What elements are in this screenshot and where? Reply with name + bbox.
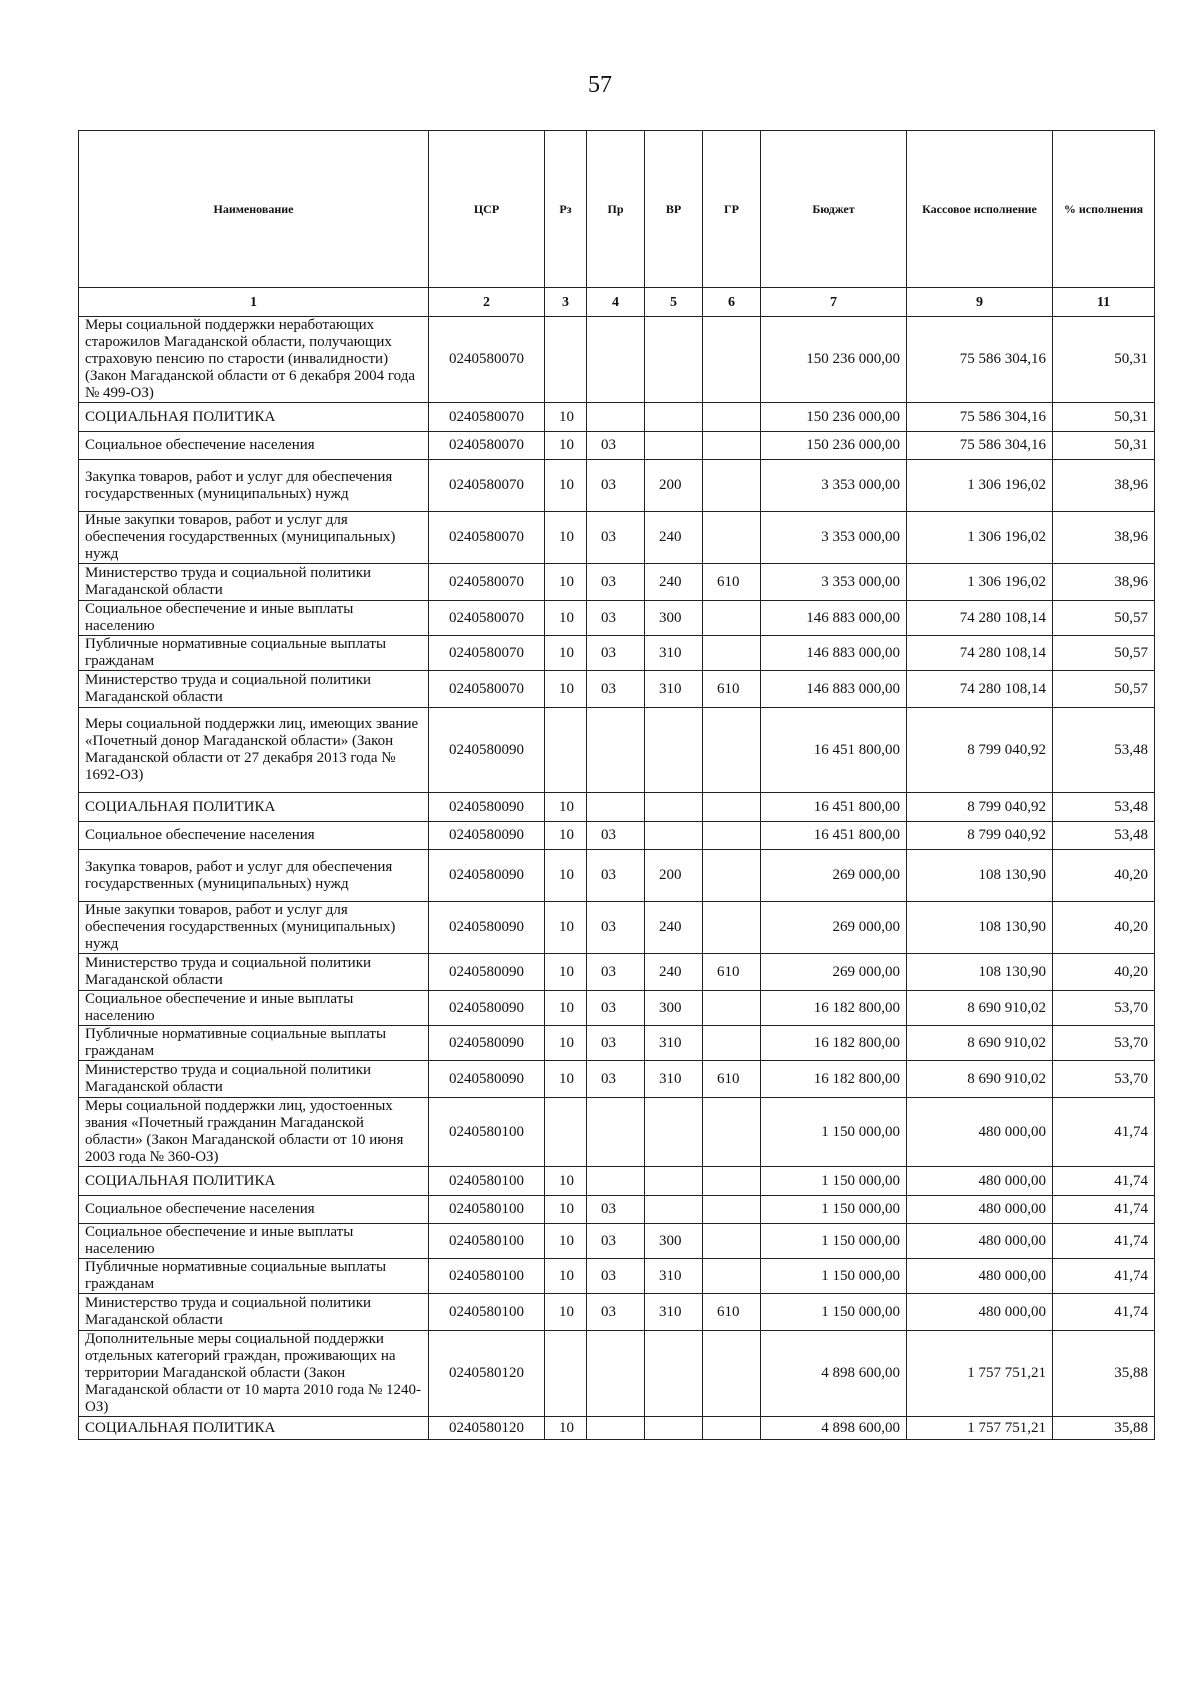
row-pr: 03 — [587, 460, 645, 512]
row-name: СОЦИАЛЬНАЯ ПОЛИТИКА — [79, 1417, 429, 1440]
row-name: СОЦИАЛЬНАЯ ПОЛИТИКА — [79, 403, 429, 432]
row-csr: 0240580100 — [429, 1259, 545, 1294]
table-row — [79, 1196, 1155, 1224]
row-vr: 240 — [645, 902, 703, 954]
row-name: Публичные нормативные социальные выплаты гражданам — [79, 636, 429, 671]
row-cash-execution: 1 757 751,21 — [907, 1417, 1053, 1440]
row-csr: 0240580100 — [429, 1224, 545, 1259]
row-gr — [703, 850, 761, 902]
row-cash-execution: 75 586 304,16 — [907, 403, 1053, 432]
row-percent: 50,57 — [1053, 636, 1155, 671]
row-budget: 16 182 800,00 — [761, 1061, 907, 1098]
row-name: Социальное обеспечение и иные выплаты населению — [79, 601, 429, 636]
row-csr: 0240580090 — [429, 850, 545, 902]
row-name: Меры социальной поддержки лиц, удостоенных звания «Почетный гражданин Магаданской области» (Закон Магаданской области от 10 июня 2003 года № 360-ОЗ) — [79, 1098, 429, 1167]
table-row — [79, 1224, 1155, 1259]
row-cash-execution: 8 799 040,92 — [907, 793, 1053, 822]
row-percent: 35,88 — [1053, 1417, 1155, 1440]
row-rz: 10 — [545, 954, 587, 991]
row-budget: 269 000,00 — [761, 902, 907, 954]
row-gr — [703, 460, 761, 512]
row-vr — [645, 403, 703, 432]
header-gr: ГР — [703, 131, 761, 288]
row-budget: 16 182 800,00 — [761, 1026, 907, 1061]
row-name: Министерство труда и социальной политики Магаданской области — [79, 1061, 429, 1098]
header-name: Наименование — [79, 131, 429, 288]
row-vr — [645, 1417, 703, 1440]
row-gr — [703, 403, 761, 432]
row-gr — [703, 902, 761, 954]
row-csr: 0240580120 — [429, 1417, 545, 1440]
table-row — [79, 432, 1155, 460]
row-csr: 0240580090 — [429, 902, 545, 954]
row-pr: 03 — [587, 1196, 645, 1224]
row-pr: 03 — [587, 902, 645, 954]
header-budget: Бюджет — [761, 131, 907, 288]
row-csr: 0240580070 — [429, 512, 545, 564]
row-csr: 0240580070 — [429, 671, 545, 708]
row-rz: 10 — [545, 1196, 587, 1224]
row-budget: 1 150 000,00 — [761, 1224, 907, 1259]
row-percent: 53,48 — [1053, 793, 1155, 822]
row-csr: 0240580070 — [429, 636, 545, 671]
row-cash-execution: 108 130,90 — [907, 902, 1053, 954]
row-rz — [545, 317, 587, 403]
header-vr: ВР — [645, 131, 703, 288]
row-gr — [703, 708, 761, 793]
column-number-row — [79, 288, 1155, 317]
row-csr: 0240580090 — [429, 793, 545, 822]
row-vr: 310 — [645, 1061, 703, 1098]
row-name: Министерство труда и социальной политики Магаданской области — [79, 564, 429, 601]
row-budget: 1 150 000,00 — [761, 1259, 907, 1294]
row-vr: 310 — [645, 1259, 703, 1294]
table-row — [79, 460, 1155, 512]
row-gr — [703, 793, 761, 822]
header-pct: % исполнения — [1053, 131, 1155, 288]
table-row — [79, 1259, 1155, 1294]
row-pr: 03 — [587, 1294, 645, 1331]
row-cash-execution: 8 799 040,92 — [907, 822, 1053, 850]
row-percent: 40,20 — [1053, 850, 1155, 902]
table-row — [79, 636, 1155, 671]
row-vr — [645, 708, 703, 793]
row-percent: 40,20 — [1053, 902, 1155, 954]
row-budget: 4 898 600,00 — [761, 1331, 907, 1417]
column-number: 1 — [79, 288, 429, 317]
header-pr: Пр — [587, 131, 645, 288]
row-budget: 16 451 800,00 — [761, 793, 907, 822]
table-row — [79, 793, 1155, 822]
row-rz: 10 — [545, 601, 587, 636]
row-pr: 03 — [587, 601, 645, 636]
row-percent: 53,48 — [1053, 708, 1155, 793]
column-number: 11 — [1053, 288, 1155, 317]
row-percent: 35,88 — [1053, 1331, 1155, 1417]
row-name: Министерство труда и социальной политики Магаданской области — [79, 671, 429, 708]
row-percent: 53,70 — [1053, 1061, 1155, 1098]
row-gr: 610 — [703, 564, 761, 601]
row-pr — [587, 403, 645, 432]
row-vr — [645, 317, 703, 403]
row-pr: 03 — [587, 564, 645, 601]
row-name: Министерство труда и социальной политики Магаданской области — [79, 1294, 429, 1331]
row-vr: 200 — [645, 460, 703, 512]
row-budget: 269 000,00 — [761, 850, 907, 902]
row-cash-execution: 480 000,00 — [907, 1196, 1053, 1224]
row-budget: 1 150 000,00 — [761, 1098, 907, 1167]
row-name: Закупка товаров, работ и услуг для обеспечения государственных (муниципальных) нужд — [79, 850, 429, 902]
row-vr — [645, 793, 703, 822]
row-rz: 10 — [545, 1167, 587, 1196]
column-number: 3 — [545, 288, 587, 317]
row-pr — [587, 1417, 645, 1440]
row-rz: 10 — [545, 1061, 587, 1098]
row-budget: 146 883 000,00 — [761, 671, 907, 708]
table-row — [79, 403, 1155, 432]
row-csr: 0240580090 — [429, 954, 545, 991]
row-cash-execution: 480 000,00 — [907, 1224, 1053, 1259]
row-gr — [703, 512, 761, 564]
row-percent: 50,31 — [1053, 317, 1155, 403]
row-rz: 10 — [545, 403, 587, 432]
row-name: Иные закупки товаров, работ и услуг для обеспечения государственных (муниципальных) нужд — [79, 512, 429, 564]
row-vr — [645, 822, 703, 850]
table-row — [79, 1417, 1155, 1440]
row-pr: 03 — [587, 991, 645, 1026]
row-pr: 03 — [587, 850, 645, 902]
row-pr — [587, 1098, 645, 1167]
row-name: Социальное обеспечение и иные выплаты населению — [79, 1224, 429, 1259]
row-cash-execution: 75 586 304,16 — [907, 317, 1053, 403]
row-pr: 03 — [587, 954, 645, 991]
row-percent: 41,74 — [1053, 1167, 1155, 1196]
row-budget: 146 883 000,00 — [761, 601, 907, 636]
row-rz: 10 — [545, 636, 587, 671]
row-percent: 40,20 — [1053, 954, 1155, 991]
row-gr — [703, 1259, 761, 1294]
row-rz: 10 — [545, 1026, 587, 1061]
row-gr — [703, 601, 761, 636]
table-row — [79, 1331, 1155, 1417]
table-row — [79, 1098, 1155, 1167]
row-gr — [703, 1196, 761, 1224]
row-name: СОЦИАЛЬНАЯ ПОЛИТИКА — [79, 1167, 429, 1196]
row-gr — [703, 636, 761, 671]
header-csr: ЦСР — [429, 131, 545, 288]
row-gr — [703, 1224, 761, 1259]
row-csr: 0240580090 — [429, 1026, 545, 1061]
row-csr: 0240580070 — [429, 432, 545, 460]
row-pr: 03 — [587, 432, 645, 460]
row-cash-execution: 1 306 196,02 — [907, 564, 1053, 601]
row-cash-execution: 1 306 196,02 — [907, 512, 1053, 564]
row-csr: 0240580070 — [429, 317, 545, 403]
table-row — [79, 991, 1155, 1026]
row-cash-execution: 108 130,90 — [907, 850, 1053, 902]
row-vr: 240 — [645, 954, 703, 991]
header-row — [79, 131, 1155, 288]
row-rz — [545, 708, 587, 793]
row-percent: 50,31 — [1053, 432, 1155, 460]
row-name: Социальное обеспечение населения — [79, 822, 429, 850]
row-csr: 0240580100 — [429, 1098, 545, 1167]
row-rz: 10 — [545, 793, 587, 822]
row-percent: 53,48 — [1053, 822, 1155, 850]
row-rz: 10 — [545, 991, 587, 1026]
row-csr: 0240580090 — [429, 708, 545, 793]
row-rz: 10 — [545, 902, 587, 954]
row-gr — [703, 1098, 761, 1167]
column-number: 9 — [907, 288, 1053, 317]
row-cash-execution: 1 306 196,02 — [907, 460, 1053, 512]
row-gr: 610 — [703, 1061, 761, 1098]
row-percent: 41,74 — [1053, 1224, 1155, 1259]
row-pr — [587, 317, 645, 403]
row-percent: 50,57 — [1053, 601, 1155, 636]
row-cash-execution: 8 690 910,02 — [907, 1026, 1053, 1061]
row-budget: 1 150 000,00 — [761, 1167, 907, 1196]
row-percent: 41,74 — [1053, 1196, 1155, 1224]
table-row — [79, 317, 1155, 403]
row-vr — [645, 1331, 703, 1417]
row-rz: 10 — [545, 850, 587, 902]
table-row — [79, 671, 1155, 708]
row-cash-execution: 1 757 751,21 — [907, 1331, 1053, 1417]
row-percent: 41,74 — [1053, 1259, 1155, 1294]
row-budget: 146 883 000,00 — [761, 636, 907, 671]
row-budget: 16 451 800,00 — [761, 822, 907, 850]
row-name: Иные закупки товаров, работ и услуг для обеспечения государственных (муниципальных) нужд — [79, 902, 429, 954]
row-csr: 0240580090 — [429, 822, 545, 850]
row-name: Социальное обеспечение населения — [79, 432, 429, 460]
row-pr — [587, 708, 645, 793]
row-name: Дополнительные меры социальной поддержки отдельных категорий граждан, проживающих на территории Магаданской области (Закон Магаданской области от 10 марта 2010 года № 1240-ОЗ) — [79, 1331, 429, 1417]
header-cash: Кассовое исполнение — [907, 131, 1053, 288]
row-csr: 0240580070 — [429, 403, 545, 432]
row-budget: 1 150 000,00 — [761, 1294, 907, 1331]
row-csr: 0240580090 — [429, 1061, 545, 1098]
row-name: Публичные нормативные социальные выплаты гражданам — [79, 1259, 429, 1294]
row-gr — [703, 822, 761, 850]
row-percent: 41,74 — [1053, 1098, 1155, 1167]
row-name: Закупка товаров, работ и услуг для обеспечения государственных (муниципальных) нужд — [79, 460, 429, 512]
table-row — [79, 850, 1155, 902]
row-name: СОЦИАЛЬНАЯ ПОЛИТИКА — [79, 793, 429, 822]
row-percent: 53,70 — [1053, 1026, 1155, 1061]
row-name: Меры социальной поддержки неработающих старожилов Магаданской области, получающих страховую пенсию по старости (инвалидности) (Закон Магаданской области от 6 декабря 2004 года № 499-ОЗ) — [79, 317, 429, 403]
row-budget: 150 236 000,00 — [761, 432, 907, 460]
row-csr: 0240580100 — [429, 1196, 545, 1224]
row-csr: 0240580100 — [429, 1167, 545, 1196]
row-rz: 10 — [545, 1417, 587, 1440]
row-rz: 10 — [545, 460, 587, 512]
row-cash-execution: 480 000,00 — [907, 1294, 1053, 1331]
header-rz: Рз — [545, 131, 587, 288]
column-number: 5 — [645, 288, 703, 317]
row-csr: 0240580070 — [429, 601, 545, 636]
row-gr — [703, 1026, 761, 1061]
table-row — [79, 512, 1155, 564]
row-pr: 03 — [587, 636, 645, 671]
row-budget: 150 236 000,00 — [761, 403, 907, 432]
row-cash-execution: 480 000,00 — [907, 1098, 1053, 1167]
table-row — [79, 708, 1155, 793]
row-budget: 3 353 000,00 — [761, 564, 907, 601]
row-percent: 41,74 — [1053, 1294, 1155, 1331]
table-row — [79, 954, 1155, 991]
row-rz: 10 — [545, 564, 587, 601]
row-rz: 10 — [545, 432, 587, 460]
row-gr: 610 — [703, 954, 761, 991]
row-budget: 16 182 800,00 — [761, 991, 907, 1026]
row-pr — [587, 793, 645, 822]
row-csr: 0240580100 — [429, 1294, 545, 1331]
column-number: 4 — [587, 288, 645, 317]
row-percent: 50,31 — [1053, 403, 1155, 432]
row-name: Меры социальной поддержки лиц, имеющих звание «Почетный донор Магаданской области» (Закон Магаданской области от 27 декабря 2013 года № 1692-ОЗ) — [79, 708, 429, 793]
row-pr: 03 — [587, 1061, 645, 1098]
row-rz: 10 — [545, 671, 587, 708]
row-cash-execution: 74 280 108,14 — [907, 601, 1053, 636]
row-pr: 03 — [587, 671, 645, 708]
row-gr — [703, 317, 761, 403]
row-cash-execution: 480 000,00 — [907, 1167, 1053, 1196]
row-rz: 10 — [545, 822, 587, 850]
row-vr: 240 — [645, 564, 703, 601]
row-percent: 53,70 — [1053, 991, 1155, 1026]
row-pr: 03 — [587, 1026, 645, 1061]
row-name: Публичные нормативные социальные выплаты гражданам — [79, 1026, 429, 1061]
row-gr — [703, 1417, 761, 1440]
row-percent: 38,96 — [1053, 564, 1155, 601]
row-budget: 1 150 000,00 — [761, 1196, 907, 1224]
row-pr: 03 — [587, 1224, 645, 1259]
row-pr — [587, 1331, 645, 1417]
column-number: 2 — [429, 288, 545, 317]
row-vr: 200 — [645, 850, 703, 902]
budget-table — [78, 130, 1155, 1440]
row-vr: 300 — [645, 991, 703, 1026]
row-vr: 310 — [645, 1294, 703, 1331]
row-rz: 10 — [545, 1294, 587, 1331]
table-row — [79, 1026, 1155, 1061]
row-cash-execution: 74 280 108,14 — [907, 671, 1053, 708]
row-rz: 10 — [545, 1224, 587, 1259]
row-csr: 0240580120 — [429, 1331, 545, 1417]
row-vr — [645, 1167, 703, 1196]
row-percent: 38,96 — [1053, 512, 1155, 564]
row-budget: 3 353 000,00 — [761, 512, 907, 564]
row-vr: 310 — [645, 671, 703, 708]
table-row — [79, 822, 1155, 850]
row-percent: 38,96 — [1053, 460, 1155, 512]
row-rz: 10 — [545, 1259, 587, 1294]
table-row — [79, 601, 1155, 636]
table-row — [79, 564, 1155, 601]
row-cash-execution: 75 586 304,16 — [907, 432, 1053, 460]
column-number: 6 — [703, 288, 761, 317]
table-row — [79, 902, 1155, 954]
table-row — [79, 1061, 1155, 1098]
row-vr: 300 — [645, 1224, 703, 1259]
row-vr: 310 — [645, 1026, 703, 1061]
row-gr — [703, 991, 761, 1026]
page-number: 57 — [588, 72, 612, 98]
row-pr: 03 — [587, 822, 645, 850]
row-pr: 03 — [587, 512, 645, 564]
column-number: 7 — [761, 288, 907, 317]
row-name: Министерство труда и социальной политики Магаданской области — [79, 954, 429, 991]
table-body — [79, 317, 1155, 1440]
row-vr: 300 — [645, 601, 703, 636]
row-csr: 0240580070 — [429, 564, 545, 601]
row-cash-execution: 108 130,90 — [907, 954, 1053, 991]
row-gr: 610 — [703, 1294, 761, 1331]
row-vr — [645, 432, 703, 460]
row-name: Социальное обеспечение населения — [79, 1196, 429, 1224]
row-rz — [545, 1331, 587, 1417]
row-pr — [587, 1167, 645, 1196]
row-pr: 03 — [587, 1259, 645, 1294]
row-budget: 150 236 000,00 — [761, 317, 907, 403]
row-csr: 0240580090 — [429, 991, 545, 1026]
row-budget: 4 898 600,00 — [761, 1417, 907, 1440]
row-budget: 269 000,00 — [761, 954, 907, 991]
row-rz — [545, 1098, 587, 1167]
row-vr — [645, 1196, 703, 1224]
row-vr: 310 — [645, 636, 703, 671]
row-vr: 240 — [645, 512, 703, 564]
row-percent: 50,57 — [1053, 671, 1155, 708]
row-cash-execution: 74 280 108,14 — [907, 636, 1053, 671]
row-name: Социальное обеспечение и иные выплаты населению — [79, 991, 429, 1026]
row-cash-execution: 8 690 910,02 — [907, 1061, 1053, 1098]
row-gr — [703, 1331, 761, 1417]
row-gr — [703, 432, 761, 460]
row-csr: 0240580070 — [429, 460, 545, 512]
row-cash-execution: 480 000,00 — [907, 1259, 1053, 1294]
row-gr: 610 — [703, 671, 761, 708]
row-rz: 10 — [545, 512, 587, 564]
row-budget: 3 353 000,00 — [761, 460, 907, 512]
table-row — [79, 1294, 1155, 1331]
table-row — [79, 1167, 1155, 1196]
row-vr — [645, 1098, 703, 1167]
row-cash-execution: 8 799 040,92 — [907, 708, 1053, 793]
row-gr — [703, 1167, 761, 1196]
row-cash-execution: 8 690 910,02 — [907, 991, 1053, 1026]
row-budget: 16 451 800,00 — [761, 708, 907, 793]
